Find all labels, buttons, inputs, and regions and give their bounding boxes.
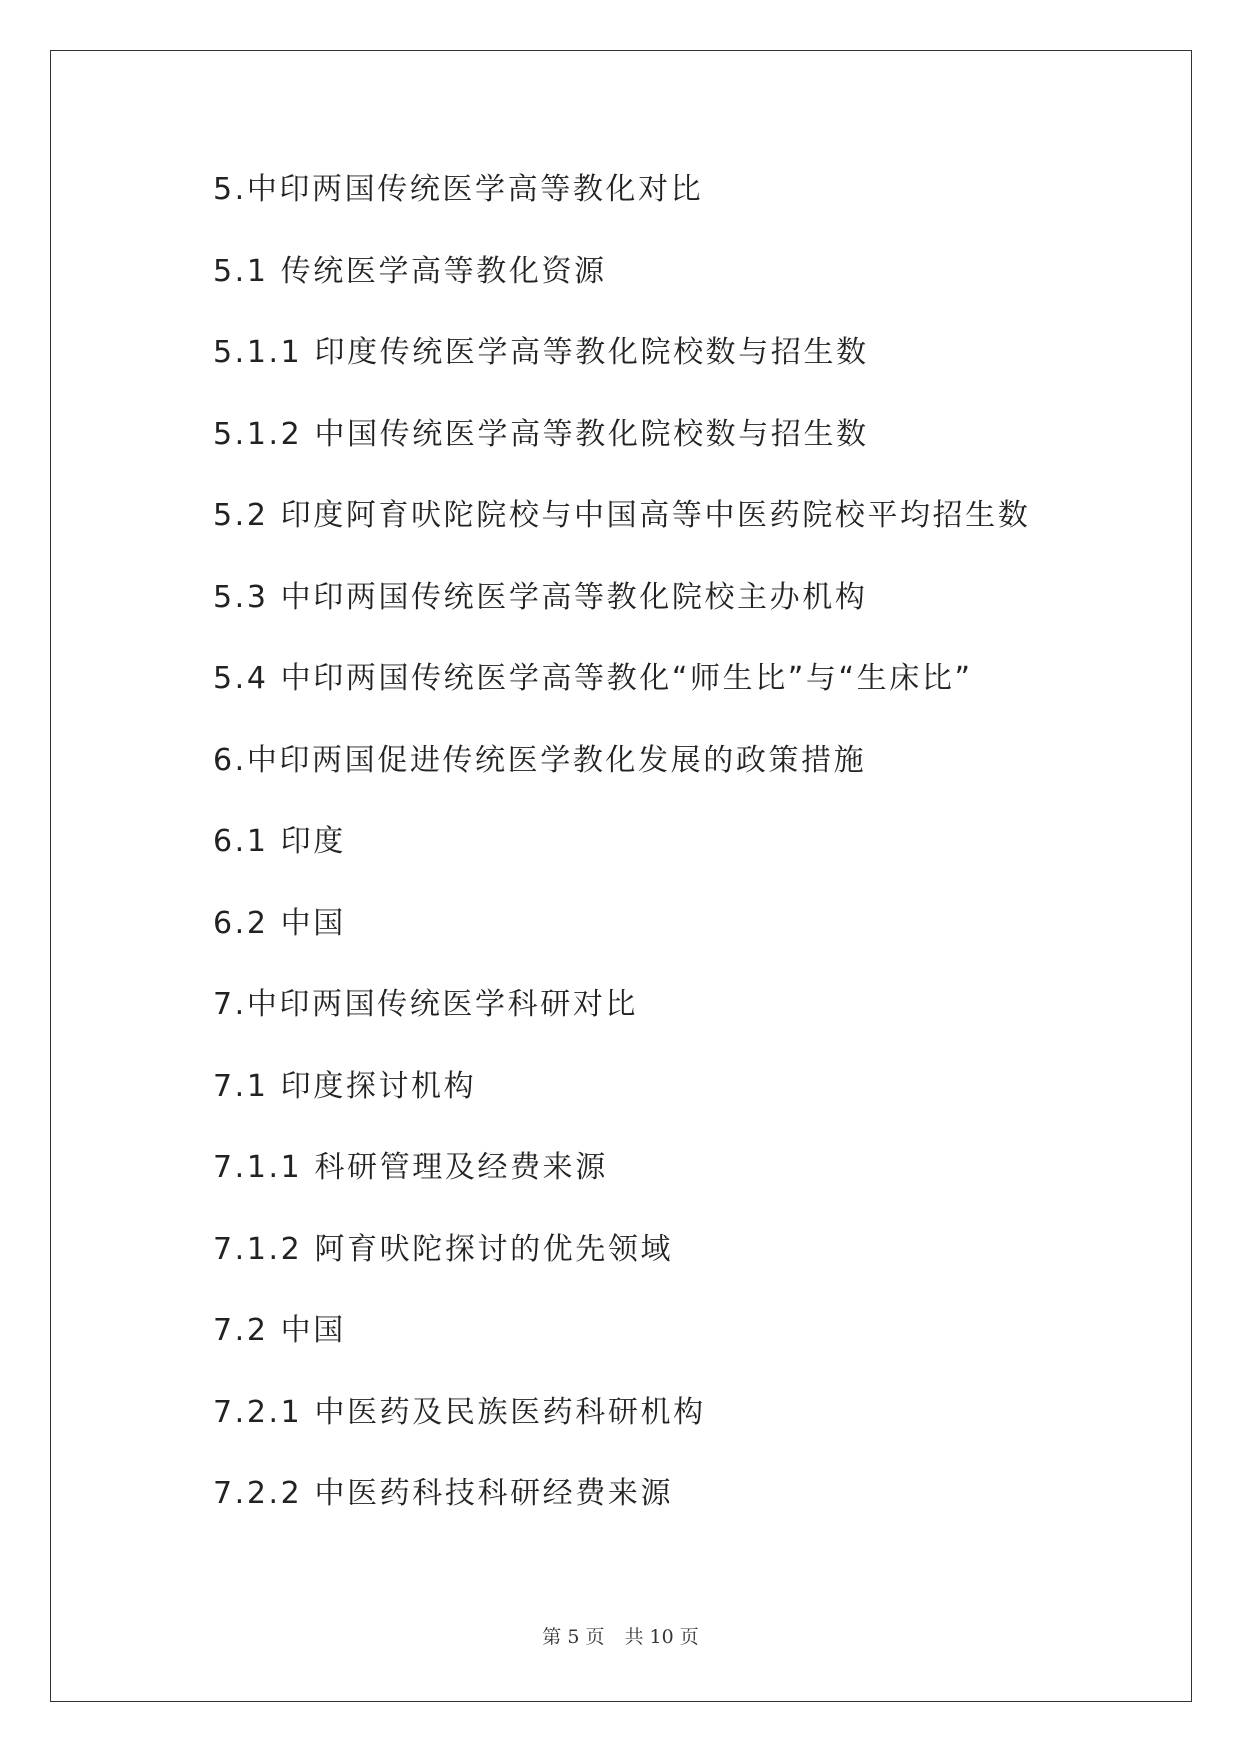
- outline-heading-6: 6.中印两国促进传统医学教化发展的政策措施: [213, 742, 867, 778]
- outline-heading-6-1: 6.1 印度: [213, 824, 346, 859]
- outline-heading-7-2: 7.2 中国: [213, 1313, 346, 1348]
- outline-heading-7-2-1: 7.2.1 中医药及民族医药科研机构: [213, 1394, 706, 1430]
- outline-heading-7-1: 7.1 印度探讨机构: [213, 1068, 477, 1104]
- outline-heading-5-1-2: 5.1.2 中国传统医学高等教化院校数与招生数: [213, 416, 869, 452]
- outline-heading-5: 5.中印两国传统医学高等教化对比: [213, 172, 704, 207]
- outline-heading-5-4: 5.4 中印两国传统医学高等教化“师生比”与“生床比”: [213, 661, 973, 696]
- outline-heading-7-2-2: 7.2.2 中医药科技科研经费来源: [213, 1476, 674, 1511]
- outline-heading-7-1-1: 7.1.1 科研管理及经费来源: [213, 1150, 608, 1185]
- outline-heading-5-3: 5.3 中印两国传统医学高等教化院校主办机构: [213, 579, 868, 615]
- total-pages-label: 共 10 页: [624, 1626, 699, 1648]
- outline-heading-7-1-2: 7.1.2 阿育吠陀探讨的优先领域: [213, 1231, 674, 1267]
- outline-list: [213, 168, 1030, 1554]
- outline-heading-5-2: 5.2 印度阿育吠陀院校与中国高等中医药院校平均招生数: [213, 498, 1031, 533]
- page-footer: [0, 1622, 1241, 1649]
- current-page-label: 第 5 页: [542, 1626, 605, 1648]
- outline-heading-5-1: 5.1 传统医学高等教化资源: [213, 253, 607, 289]
- outline-heading-6-2: 6.2 中国: [213, 905, 346, 941]
- outline-heading-5-1-1: 5.1.1 印度传统医学高等教化院校数与招生数: [213, 335, 869, 370]
- outline-heading-7: 7.中印两国传统医学科研对比: [213, 987, 639, 1022]
